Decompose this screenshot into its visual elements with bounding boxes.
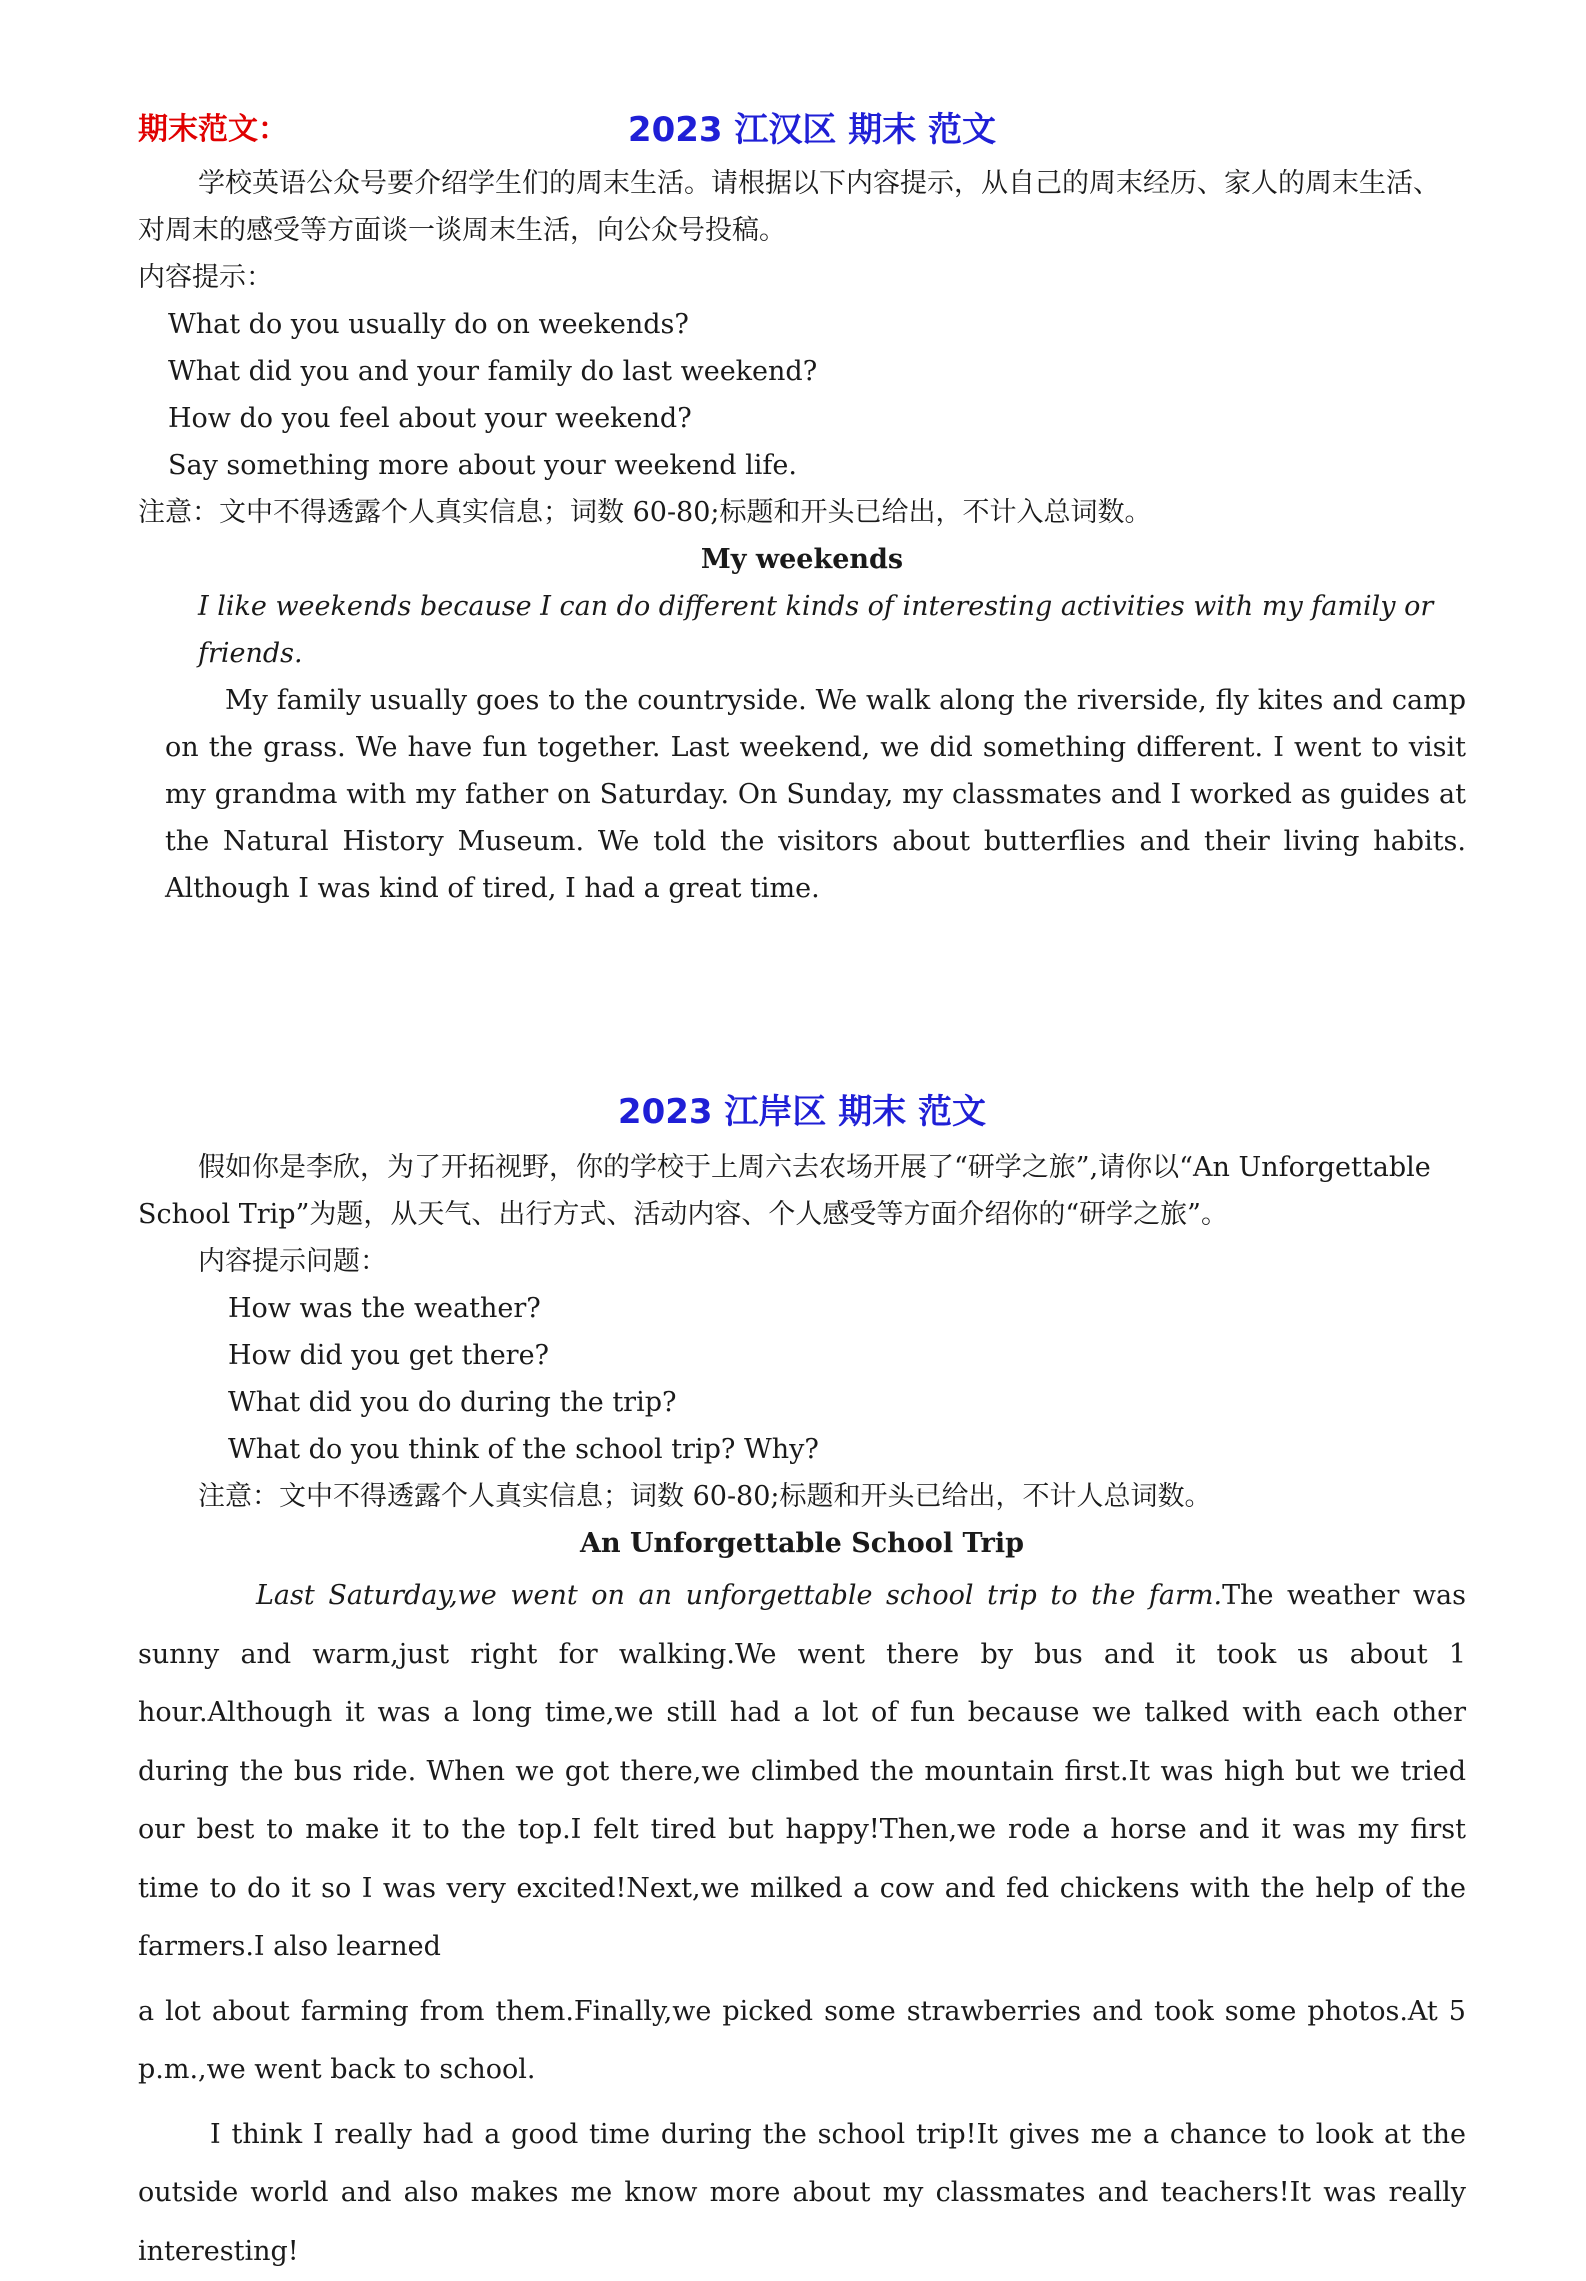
section2-essay-opening: Last Saturday,we went on an unforgettable school trip to the farm. bbox=[256, 1580, 1222, 1611]
section2-hint: How was the weather? bbox=[138, 1285, 1466, 1332]
section1-essay-body bbox=[138, 677, 1466, 912]
section2-heading: 2023 江岸区 期末 范文 bbox=[138, 1082, 1466, 1142]
section1-prompt: 学校英语公众号要介绍学生们的周末生活。请根据以下内容提示，从自己的周末经历、家人的周末生活、对周末的感受等方面谈一谈周末生活，向公众号投稿。 bbox=[138, 160, 1466, 254]
section1-heading: 2023 江汉区 期末 范文 bbox=[138, 100, 1466, 160]
section2-essay-text: The weather was sunny and warm,just right for walking.We went there by bus and it took us about 1 hour.Although it was a long time,we still had a lot of fun because we talked with each other during the bus ride. When we got there,we climbed the mountain first.It was high but we tried our best to make it to the top.I felt tired but happy!Then,we rode a horse and it was my first time to do it so I was very excited!Next,we milked a cow and fed chickens with the help of the farmers.I also learned bbox=[138, 1580, 1466, 1962]
section1-essay-paragraph: My family usually goes to the countryside. We walk along the riverside, fly kites and camp on the grass. We have fun together. Last weekend, we did something different. I went to visit my grandma with my father on Saturday. On Sunday, my classmates and I worked as guides at the Natural History Museum. We told the visitors about butterflies and their living habits. Although I was kind of tired, I had a great time. bbox=[165, 677, 1466, 912]
section2-essay-paragraph-1 bbox=[138, 1567, 1466, 1977]
section1-hint: What did you and your family do last weekend? bbox=[138, 348, 1466, 395]
section2-essay-paragraph-3: I think I really had a good time during the school trip!It gives me a chance to look at the outside world and also makes me know more about my classmates and teachers!It was really interesting! bbox=[138, 2106, 1466, 2281]
section2-hint: What do you think of the school trip? Why? bbox=[138, 1426, 1466, 1473]
section1-note: 注意：文中不得透露个人真实信息；词数 60-80;标题和开头已给出，不计入总词数。 bbox=[138, 489, 1466, 536]
section1-header bbox=[138, 100, 1466, 160]
section2-hint: How did you get there? bbox=[138, 1332, 1466, 1379]
section2-essay-paragraph-2: a lot about farming from them.Finally,we picked some strawberries and took some photos.At 5 p.m.,we went back to school. bbox=[138, 1983, 1466, 2100]
section1-hint: How do you feel about your weekend? bbox=[138, 395, 1466, 442]
section1-essay-opening: I like weekends because I can do different kinds of interesting activities with my family or friends. bbox=[138, 583, 1466, 677]
section1-hint: What do you usually do on weekends? bbox=[138, 301, 1466, 348]
section2-hint: What did you do during the trip? bbox=[138, 1379, 1466, 1426]
section1-hint: Say something more about your weekend life. bbox=[138, 442, 1466, 489]
section2-note: 注意：文中不得透露个人真实信息；词数 60-80;标题和开头已给出，不计人总词数。 bbox=[138, 1473, 1466, 1520]
section-label: 期末范文： bbox=[138, 104, 288, 148]
section1-essay-title: My weekends bbox=[138, 536, 1466, 583]
section2-hints-label: 内容提示问题： bbox=[138, 1238, 1466, 1285]
section1-hints-label: 内容提示： bbox=[138, 254, 1466, 301]
section2-prompt: 假如你是李欣，为了开拓视野，你的学校于上周六去农场开展了“研学之旅”,请你以“An Unforgettable School Trip”为题，从天气、出行方式、活动内容、个人感受等方面介绍你的“研学之旅”。 bbox=[138, 1144, 1466, 1238]
section2-essay-title: An Unforgettable School Trip bbox=[138, 1520, 1466, 1567]
